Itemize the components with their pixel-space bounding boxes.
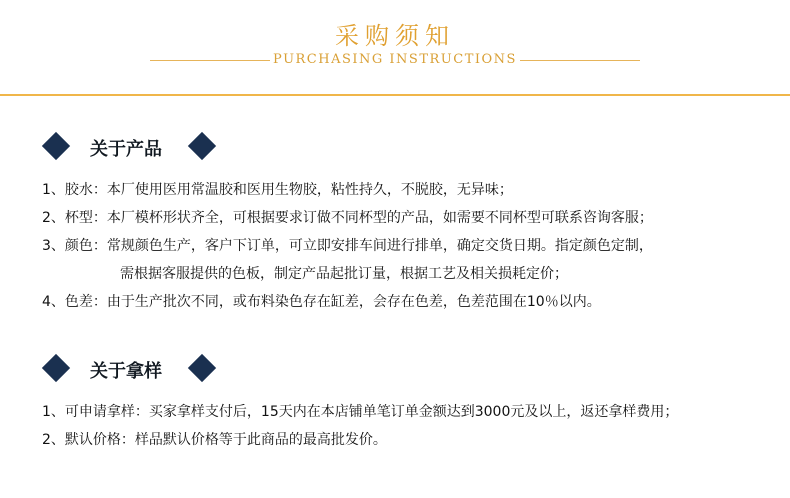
product-item-diff: 4、色差：由于生产批次不同，或布料染色存在缸差，会存在色差，色差范围在10％以内。 [42,294,601,310]
sample-item-apply: 1、可申请拿样：买家拿样支付后，15天内在本店铺单笔订单金额达到3000元及以上，返还拿样费用； [42,404,679,420]
section-sample-heading [0,350,790,386]
diamond-left-icon [42,354,70,382]
product-item-color-cont: 需根据客服提供的色板，制定产品起批订量，根据工艺及相关损耗定价； [120,266,568,282]
page-subtitle: PURCHASING INSTRUCTIONS [273,52,517,67]
diamond-right-icon [188,354,216,382]
page-title: 采购须知 [335,22,455,50]
sample-item-price: 2、默认价格：样品默认价格等于此商品的最高批发价。 [42,432,387,448]
section-product-title: 关于产品 [90,139,162,160]
product-item-glue: 1、胶水：本厂使用医用常温胶和医用生物胶，粘性持久，不脱胶，无异味； [42,182,513,198]
section-product-heading [0,128,790,164]
header-rule [0,94,790,96]
section-sample-title: 关于拿样 [90,361,162,382]
product-item-color: 3、颜色：常规颜色生产，客户下订单，可立即安排车间进行排单，确定交货日期。指定颜色定制， [42,238,653,254]
diamond-right-icon [188,132,216,160]
page-header [0,0,790,96]
product-item-cup: 2、杯型：本厂模杯形状齐全，可根据要求订做不同杯型的产品，如需要不同杯型可联系咨询客服； [42,210,653,226]
diamond-left-icon [42,132,70,160]
title-divider-right [520,60,640,61]
